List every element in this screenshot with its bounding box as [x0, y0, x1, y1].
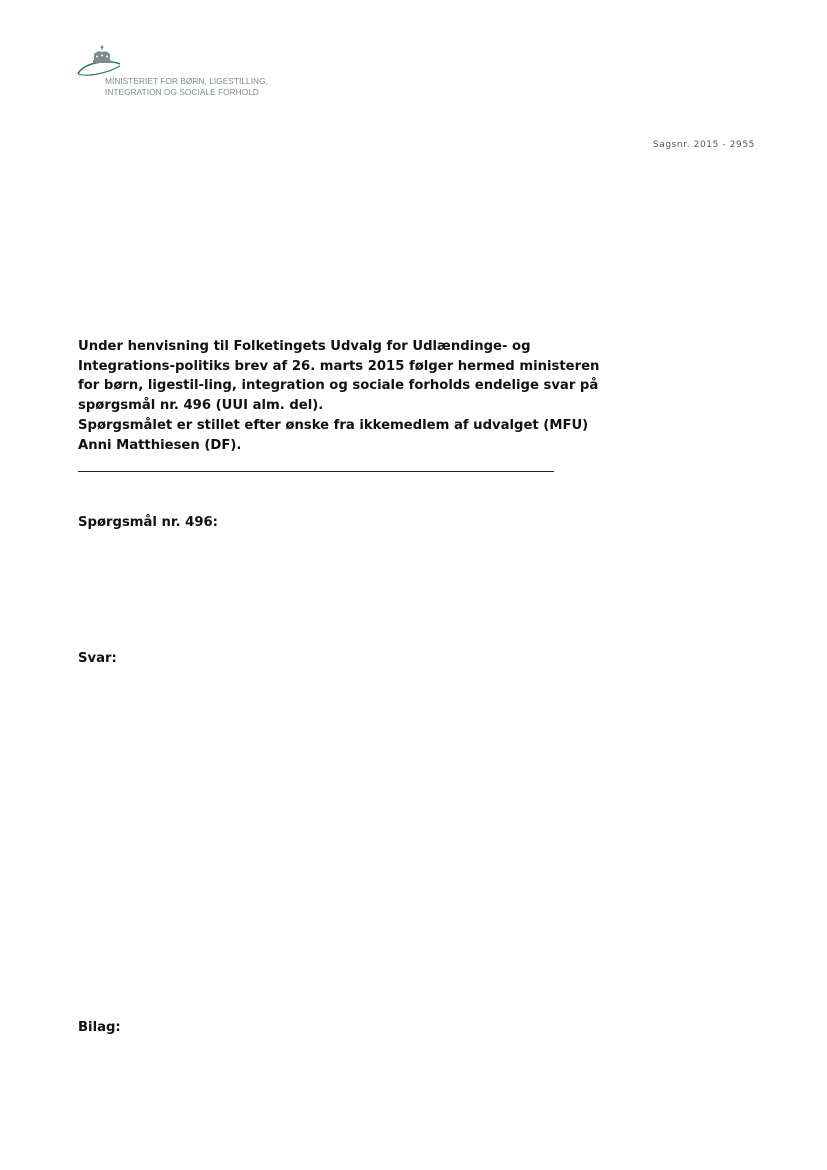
crown-logo-icon — [76, 44, 122, 80]
answer-heading: Svar: — [78, 651, 117, 666]
ministry-logo — [76, 44, 276, 100]
question-heading: Spørgsmål nr. 496: — [78, 515, 218, 530]
ministry-name-line1: MINISTERIET FOR BØRN, LIGESTILLING, — [105, 76, 268, 86]
ministry-name — [105, 76, 268, 97]
case-number: Sagsnr. 2015 - 2955 — [652, 140, 755, 150]
intro-note: Spørgsmålet er stillet efter ønske fra ikkemedlem af udvalget (MFU) Anni Matthiesen (DF). — [78, 417, 589, 453]
attachment-heading: Bilag: — [78, 1020, 121, 1035]
intro-paragraph: Under henvisning til Folketingets Udvalg for Udlændinge- og Integrations-politiks brev af 26. marts 2015 følger hermed ministeren for børn, ligestil-ling, integration og sociale forholds endelige svar på spørgsmål nr. 496 (UUI alm. del). — [78, 339, 600, 414]
divider-line — [78, 471, 554, 472]
intro-section — [78, 337, 606, 455]
ministry-name-line2: INTEGRATION OG SOCIALE FORHOLD — [105, 86, 259, 97]
